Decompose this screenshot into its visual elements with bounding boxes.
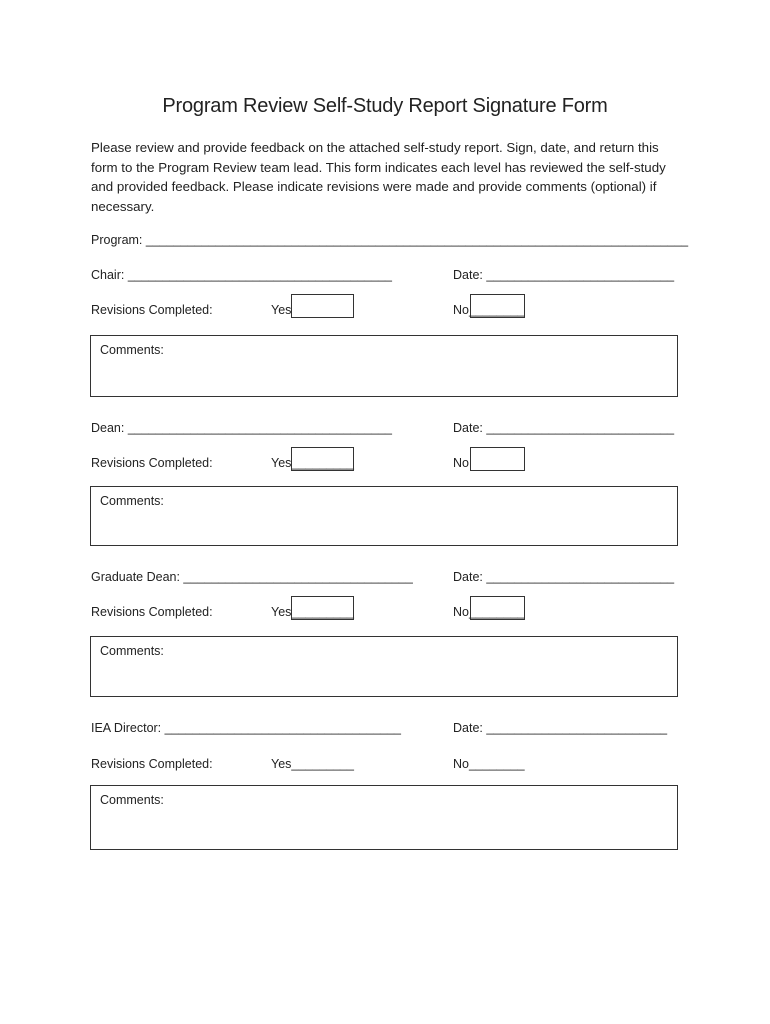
- graduate-dean-no-checkbox[interactable]: [470, 596, 525, 620]
- dean-signature-field[interactable]: Dean: ______________________________________: [91, 421, 393, 435]
- chair-yes-label: Yes: [271, 303, 292, 317]
- graduate-dean-signature-field[interactable]: Graduate Dean: _________________________________: [91, 570, 413, 584]
- iea-director-comments-label: Comments:: [100, 793, 164, 807]
- iea-director-date-field[interactable]: Date: __________________________: [453, 721, 668, 735]
- dean-yes-checkbox[interactable]: [291, 447, 354, 471]
- iea-director-no-field[interactable]: No________: [453, 757, 525, 771]
- chair-yes-checkbox[interactable]: [291, 294, 354, 318]
- graduate-dean-date-field[interactable]: Date: ___________________________: [453, 570, 675, 584]
- dean-no-checkbox[interactable]: [470, 447, 525, 471]
- graduate-dean-comments-label: Comments:: [100, 644, 164, 658]
- dean-yes-label: Yes_________: [271, 456, 354, 470]
- graduate-dean-revisions-label: Revisions Completed:: [91, 605, 213, 619]
- chair-comments-label: Comments:: [100, 343, 164, 357]
- graduate-dean-no-label: No________: [453, 605, 525, 619]
- chair-no-label: No________: [453, 303, 525, 317]
- graduate-dean-comments-box[interactable]: [90, 636, 678, 697]
- iea-director-revisions-label: Revisions Completed:: [91, 757, 213, 771]
- iea-director-yes-field[interactable]: Yes_________: [271, 757, 354, 771]
- chair-signature-field[interactable]: Chair: ______________________________________: [91, 268, 392, 282]
- dean-date-field[interactable]: Date: ___________________________: [453, 421, 675, 435]
- chair-comments-box[interactable]: [90, 335, 678, 397]
- graduate-dean-yes-checkbox[interactable]: [291, 596, 354, 620]
- iea-director-signature-field[interactable]: IEA Director: __________________________________: [91, 721, 401, 735]
- form-title: Program Review Self-Study Report Signature Form: [162, 95, 608, 117]
- graduate-dean-yes-label: Yes_________: [271, 605, 354, 619]
- chair-no-checkbox[interactable]: [470, 294, 525, 318]
- chair-date-field[interactable]: Date: ___________________________: [453, 268, 675, 282]
- dean-no-label: No: [453, 456, 469, 470]
- dean-revisions-label: Revisions Completed:: [91, 456, 213, 470]
- instructions-paragraph: Please review and provide feedback on the attached self-study report. Sign, date, and return this form to the Program Review team lead. This form indicates each level has reviewed the self-study and provided feedback. Please indicate revisions were made and provide comments (optional) if necessary.: [91, 140, 666, 214]
- iea-director-comments-box[interactable]: [90, 785, 678, 850]
- dean-comments-label: Comments:: [100, 494, 164, 508]
- chair-revisions-label: Revisions Completed:: [91, 303, 213, 317]
- program-field[interactable]: Program: ______________________________________________________________________________: [91, 233, 689, 247]
- dean-comments-box[interactable]: [90, 486, 678, 546]
